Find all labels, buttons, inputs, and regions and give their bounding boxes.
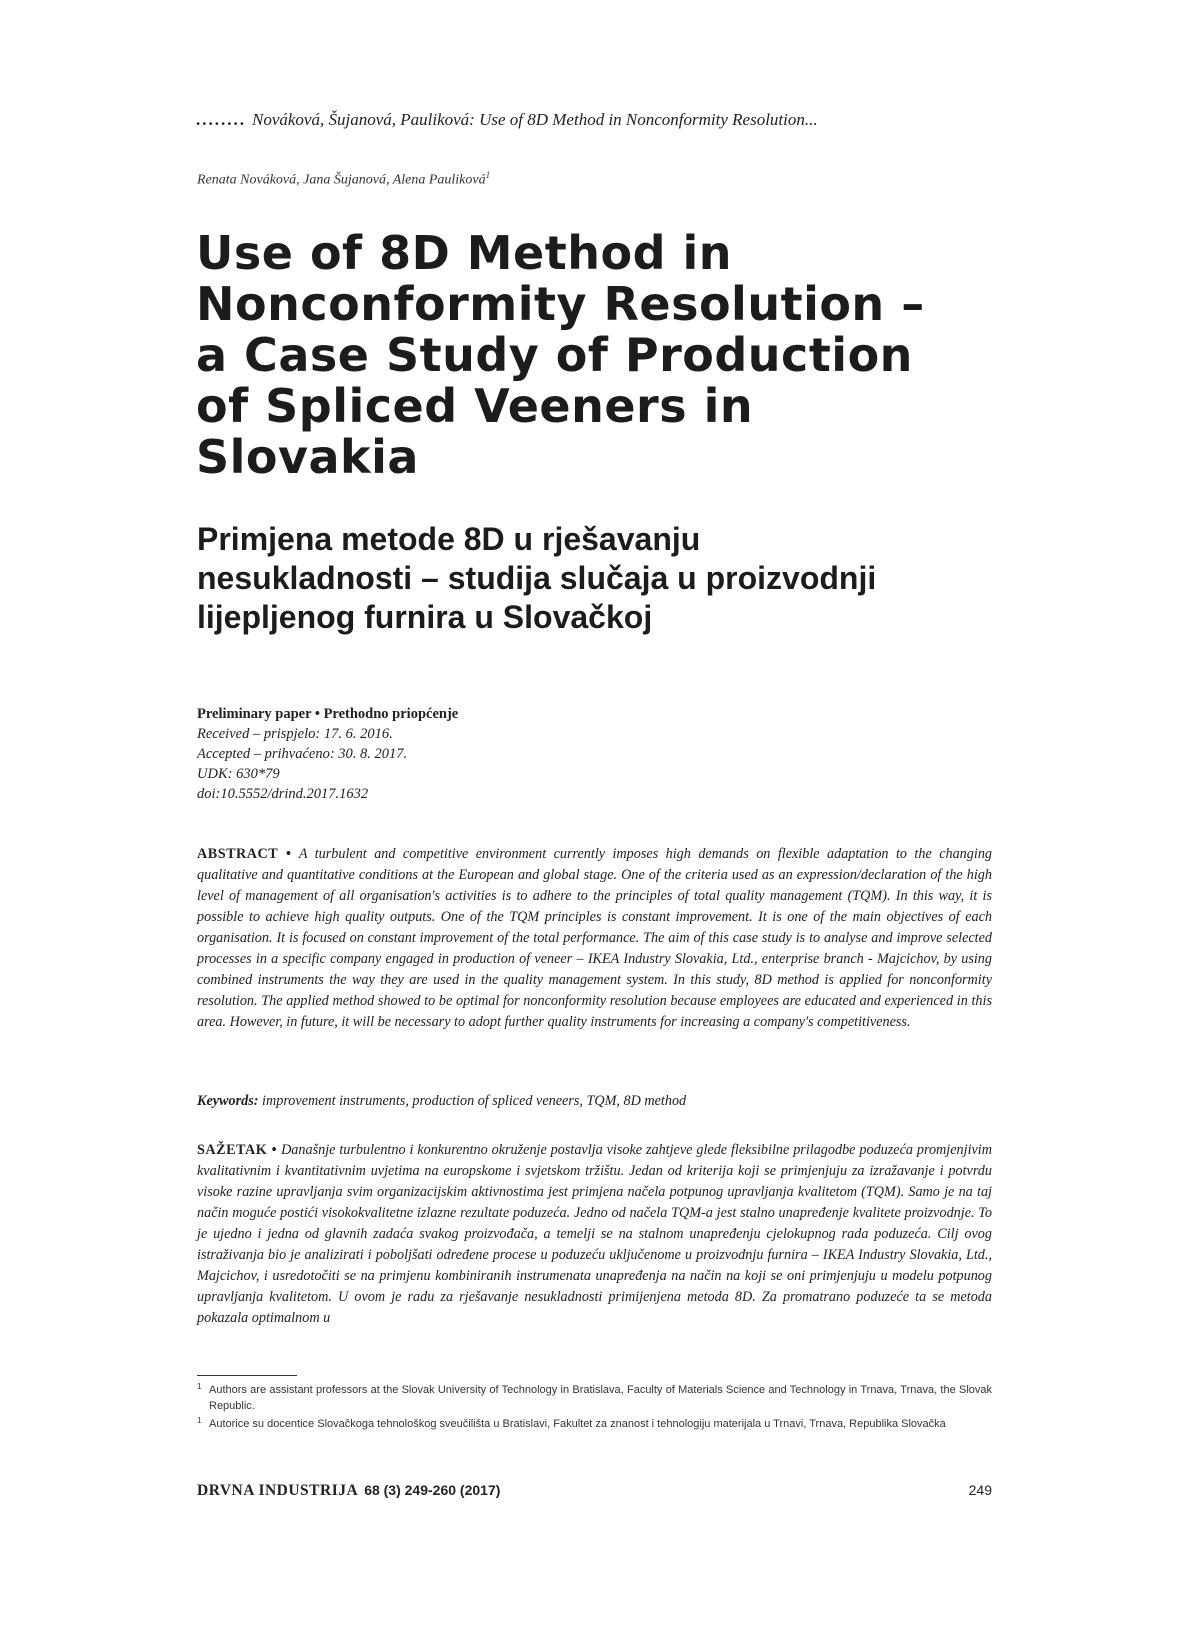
title-hr-line-1: Primjena metode 8D u rješavanju (197, 521, 701, 557)
author-list (197, 170, 490, 189)
paper-type: Preliminary paper • Prethodno priopćenje (197, 706, 459, 722)
running-head-dots: ........ (196, 110, 246, 129)
page-footer (197, 1482, 992, 1504)
journal-name: DRVNA INDUSTRIJA (197, 1482, 359, 1499)
footnote-text: Authors are assistant professors at the Slovak University of Technology in Bratislava, Faculty of Materials Science and Technology in Trnava, Trnava, the Slovak Republic. (209, 1384, 992, 1412)
title-en-line-3: a Case Study of Production (196, 328, 913, 382)
title-en-line-5: Slovakia (196, 430, 419, 484)
abstract (197, 844, 992, 1033)
running-head-text: Nováková, Šujanová, Pauliková: Use of 8D Method in Nonconformity Resolution... (252, 110, 818, 129)
sazetak-label: SAŽETAK • (197, 1142, 278, 1158)
footnote-text: Autorice su docentice Slovačkoga tehnološkog sveučilišta u Bratislavi, Fakultet za znanost i tehnologiju materijala u Trnavi, Trnava, Republika Slovačka (209, 1418, 946, 1430)
footnotes (197, 1382, 992, 1434)
title-hr-line-2: nesukladnosti – studija slučaja u proizvodnji (197, 560, 877, 596)
abstract-text: A turbulent and competitive environment currently imposes high demands on flexible adaptation to the changing qualitative and quantitative conditions at the European and global stage. One of the criteria used as an expression/declaration of the high level of management of all organisation's activities is to adhere to the principles of total quality management (TQM). In this way, it is possible to achieve high quality outputs. One of the TQM principles is constant improvement. It is one of the main objectives of each organisation. It is focused on constant improvement of the total performance. The aim of this case study is to analyse and improve selected processes in a specific company engaged in production of veneer – IKEA Industry Slovakia, Ltd., enterprise branch - Majcichov, by using combined instruments the way they are used in the quality management system. In this study, 8D method is applied for nonconformity resolution. The applied method showed to be optimal for nonconformity resolution because employees are educated and experienced in this area. However, in future, it will be necessary to adopt further quality instruments for increasing a company's competitiveness. (197, 846, 993, 1030)
keywords-text: improvement instruments, production of spliced veneers, TQM, 8D method (262, 1093, 687, 1109)
accepted-date: Accepted – prihvaćeno: 30. 8. 2017. (197, 746, 408, 762)
footnote-divider (197, 1375, 297, 1376)
udk-code: UDK: 630*79 (197, 766, 280, 782)
title-en-line-1: Use of 8D Method in (196, 226, 733, 280)
footnote (197, 1382, 992, 1414)
received-date: Received – prispjelo: 17. 6. 2016. (197, 726, 393, 742)
sazetak-text: Današnje turbulentno i konkurentno okruženje postavlja visoke zahtjeve glede fleksibilne prilagodbe poduzeća promjenjivim kvalitativnim i kvantitativnim uvjetima na europskome i svjetskom tržištu. Jedan od kriterija koji se primjenjuju za izražavanje i potvrdu visoke razine upravljanja svim organizacijskim aktivnostima jest primjena načela potpunog upravljanja kvalitetom (TQM). Samo je na taj način moguće postići visokokvalitetne izlazne rezultate poduzeća. Jedno od načela TQM-a jest stalno unapređenje kvalitete proizvodnje. To je ujedno i jedna od glavnih zadaća svakog proizvođača, a temelji se na stalnom unapređenju cjelokupnog rada poduzeća. Cilj ovog istraživanja bio je analizirati i poboljšati određene procese u poduzeću uključenome u proizvodnju furnira – IKEA Industry Slovakia, Ltd., Majcichov, i usredotočiti se na primjenu kombiniranih instrumenata unapređenja na način na koji se oni primjenjuju u modelu potpunog upravljanja kvalitetom. U ovom je radu za rješavanje nesukladnosti primijenjena metoda 8D. Za promatrano poduzeće ta se metoda pokazala optimalnom u (197, 1142, 992, 1326)
keywords (197, 1091, 992, 1111)
author-footnote-mark: 1 (485, 170, 491, 180)
page-number: 249 (968, 1482, 992, 1498)
abstract-label: ABSTRACT • (197, 846, 292, 862)
keywords-label: Keywords: (197, 1093, 259, 1109)
journal-issue: 68 (3) 249-260 (2017) (364, 1482, 501, 1498)
doi: doi:10.5552/drind.2017.1632 (197, 786, 369, 802)
title-en-line-4: of Spliced Veeners in (196, 379, 754, 433)
title-en-line-2: Nonconformity Resolution – (196, 277, 925, 331)
footnote-mark: 1 (197, 1382, 202, 1391)
title-english (196, 228, 996, 483)
footnote (197, 1416, 992, 1432)
title-croatian (197, 520, 997, 637)
article-metadata (197, 704, 458, 804)
title-hr-line-3: lijepljenog furnira u Slovačkoj (197, 599, 653, 635)
author-names: Renata Nováková, Jana Šujanová, Alena Pauliková (197, 172, 486, 188)
footnote-mark: 1 (197, 1416, 202, 1425)
running-head (196, 110, 996, 130)
sazetak (197, 1140, 992, 1329)
